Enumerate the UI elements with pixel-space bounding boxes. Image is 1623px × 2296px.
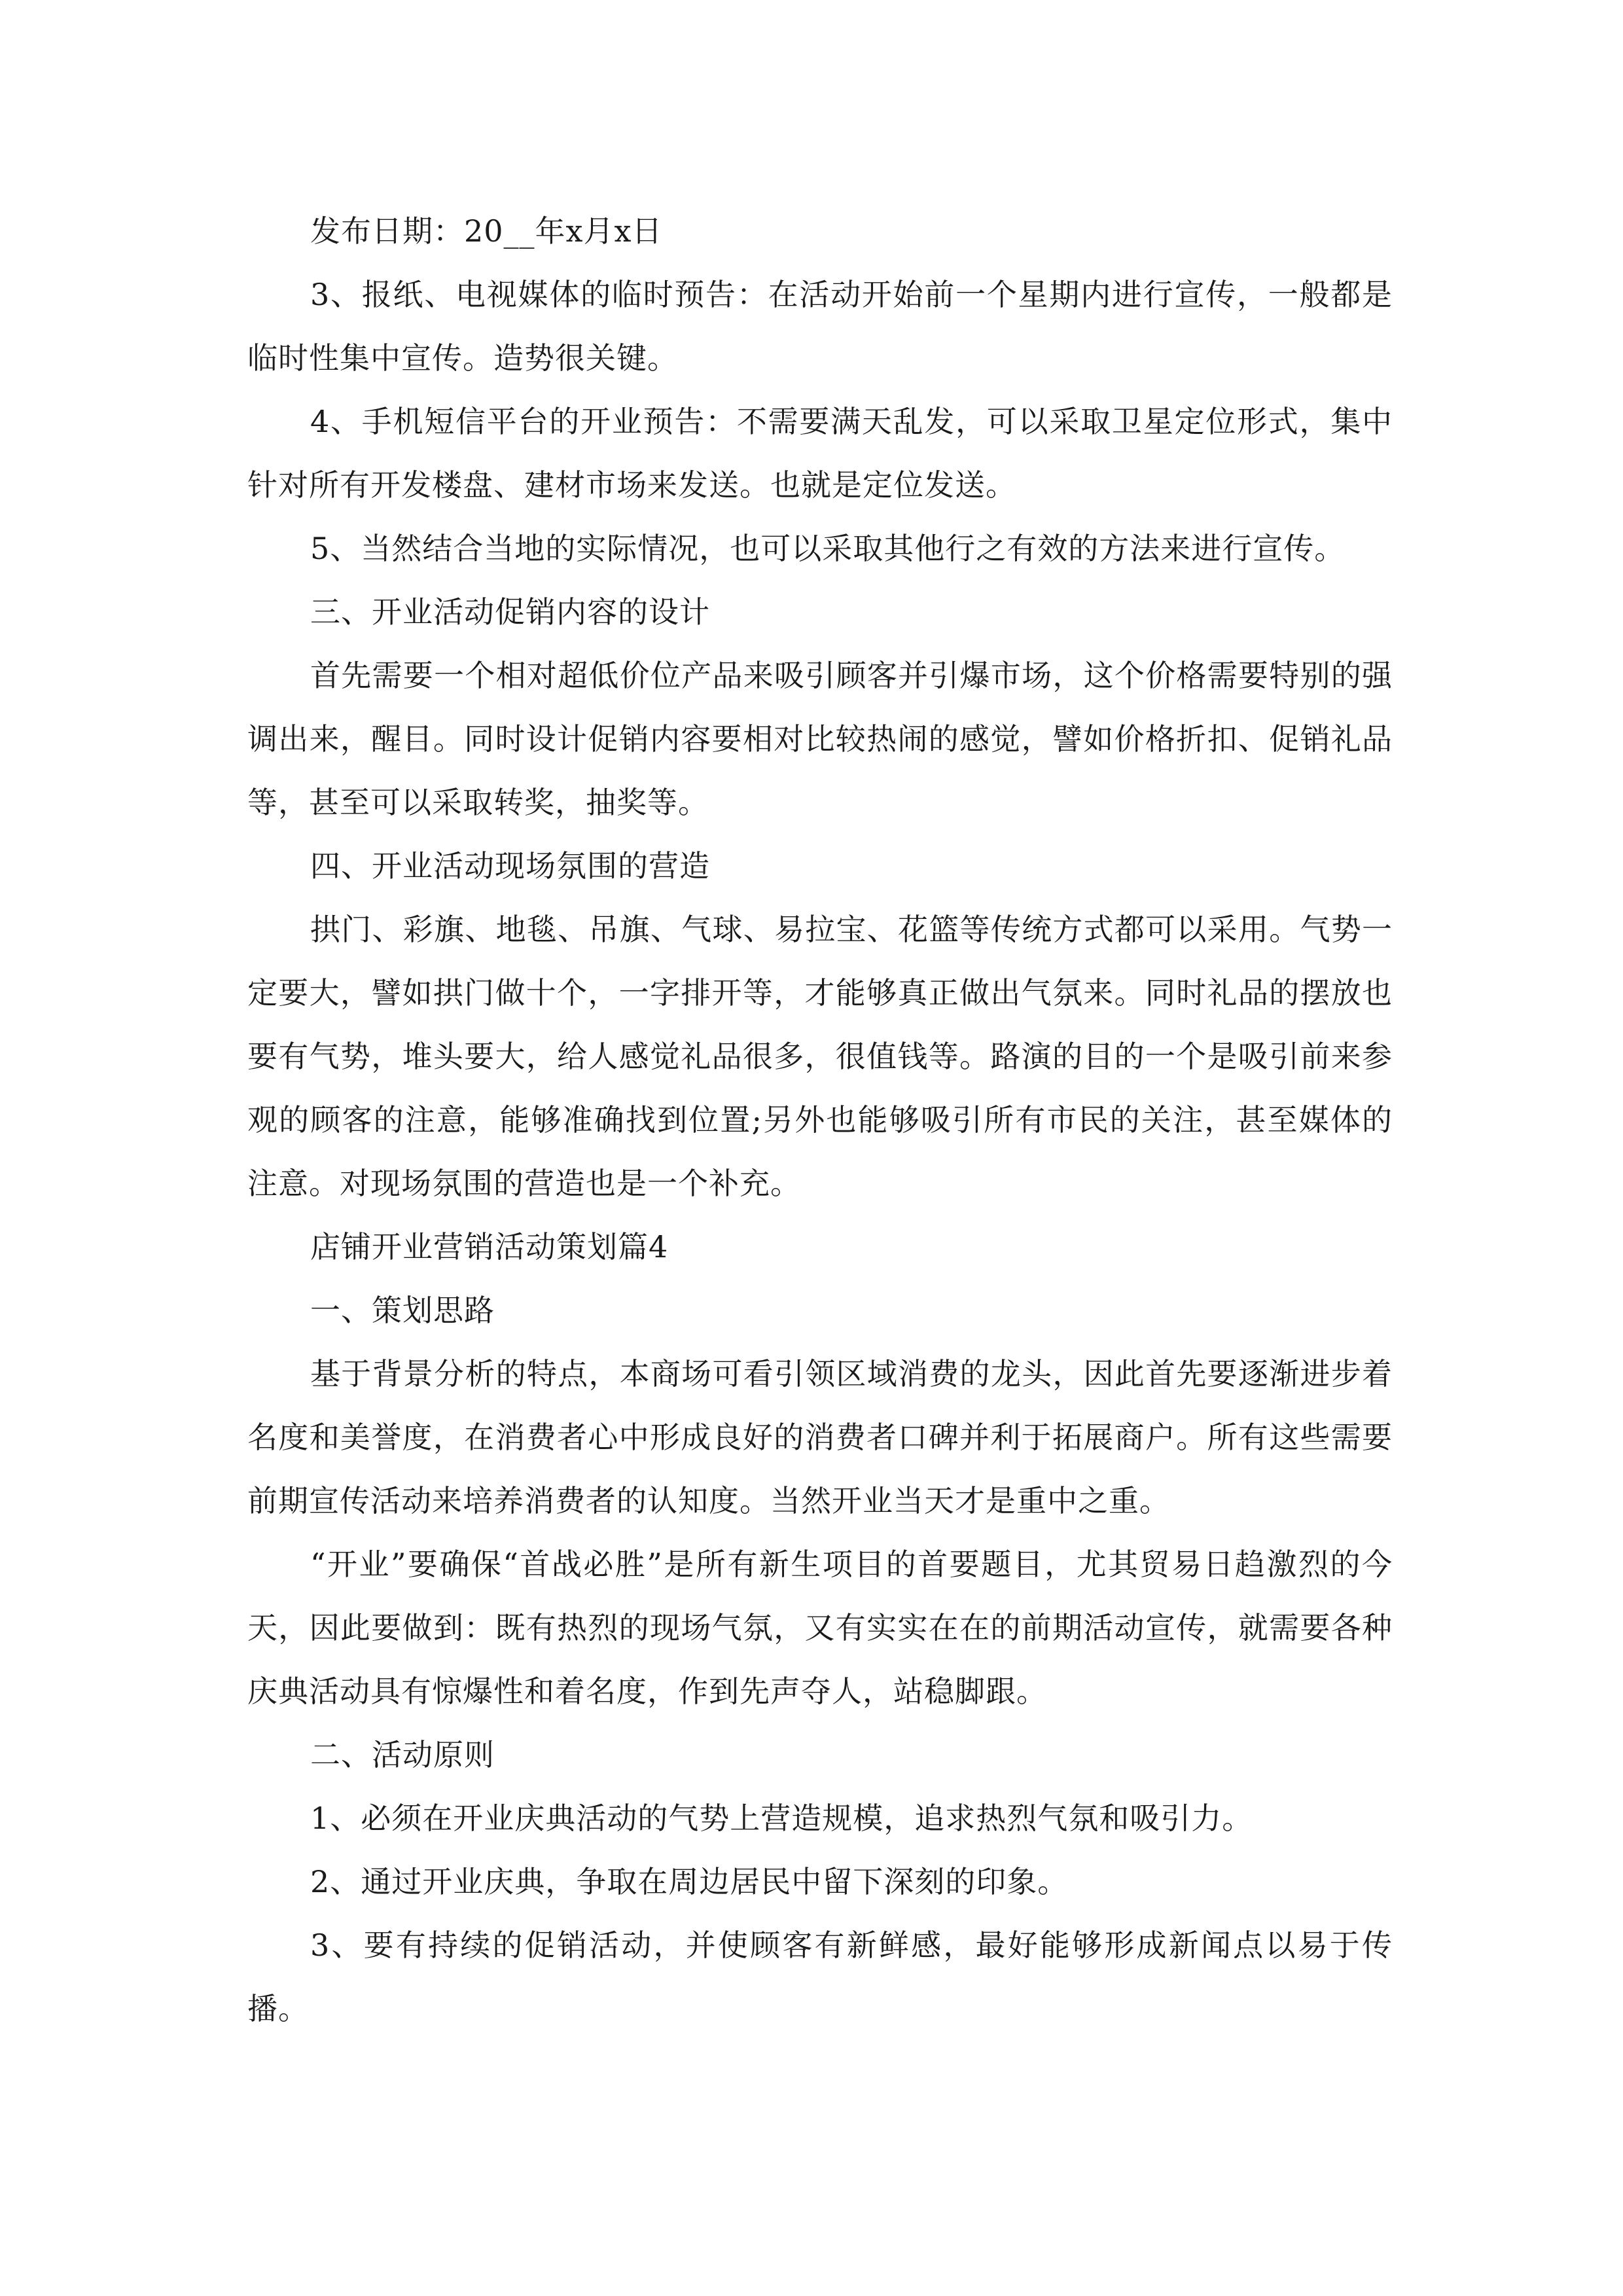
section-heading-atmosphere: 四、开业活动现场氛围的营造: [310, 848, 710, 884]
paragraph-sms-platform: 4、手机短信平台的开业预告：不需要满天乱发，可以采取卫星定位形式，集中针对所有开发楼盘、建材市场来发送。也就是定位发送。: [247, 404, 1393, 503]
paragraph-promotion-design: 首先需要一个相对超低价位产品来吸引顾客并引爆市场，这个价格需要特别的强调出来，醒目。同时设计促销内容要相对比较热闹的感觉，譬如价格折扣、促销礼品等，甚至可以采取转奖，抽奖等。: [247, 658, 1393, 820]
paragraph-atmosphere: 拱门、彩旗、地毯、吊旗、气球、易拉宝、花篮等传统方式都可以采用。气势一定要大，譬如拱门做十个，一字排开等，才能够真正做出气氛来。同时礼品的摆放也要有气势，堆头要大，给人感觉礼品很多，很值钱等。路演的目的一个是吸引前来参观的顾客的注意，能够准确找到位置;另外也能够吸引所有市民的关注，甚至媒体的注意。对现场氛围的营造也是一个补充。: [247, 912, 1393, 1201]
section-heading-principles: 二、活动原则: [310, 1737, 495, 1772]
principle-item-1: 1、必须在开业庆典活动的气势上营造规模，追求热烈气氛和吸引力。: [310, 1801, 1253, 1836]
paragraph-opening-success: “开业”要确保“首战必胜”是所有新生项目的首要题目，尤其贸易日趋激烈的今天，因此要做到：既有热烈的现场气氛，又有实实在在的前期活动宣传，就需要各种庆典活动具有惊爆性和着名度，作到先声夺人，站稳脚跟。: [247, 1547, 1393, 1709]
document-body: [247, 200, 1393, 2041]
article-title: 店铺开业营销活动策划篇4: [310, 1229, 669, 1265]
section-heading-promotion-design: 三、开业活动促销内容的设计: [310, 594, 710, 630]
paragraph-local-methods: 5、当然结合当地的实际情况，也可以采取其他行之有效的方法来进行宣传。: [310, 531, 1346, 566]
principle-item-3: 3、要有持续的促销活动，并使顾客有新鲜感，最好能够形成新闻点以易于传播。: [247, 1928, 1393, 2026]
paragraph-planning-idea: 基于背景分析的特点，本商场可看引领区域消费的龙头，因此首先要逐渐进步着名度和美誉度，在消费者心中形成良好的消费者口碑并利于拓展商户。所有这些需要前期宣传活动来培养消费者的认知度。当然开业当天才是重中之重。: [247, 1356, 1393, 1518]
paragraph-newspaper-tv: 3、报纸、电视媒体的临时预告：在活动开始前一个星期内进行宣传，一般都是临时性集中宣传。造势很关键。: [247, 277, 1393, 376]
publish-date-line: 发布日期：20__年x月x日: [310, 213, 663, 249]
section-heading-planning-idea: 一、策划思路: [310, 1293, 495, 1328]
principle-item-2: 2、通过开业庆典，争取在周边居民中留下深刻的印象。: [310, 1864, 1069, 1899]
